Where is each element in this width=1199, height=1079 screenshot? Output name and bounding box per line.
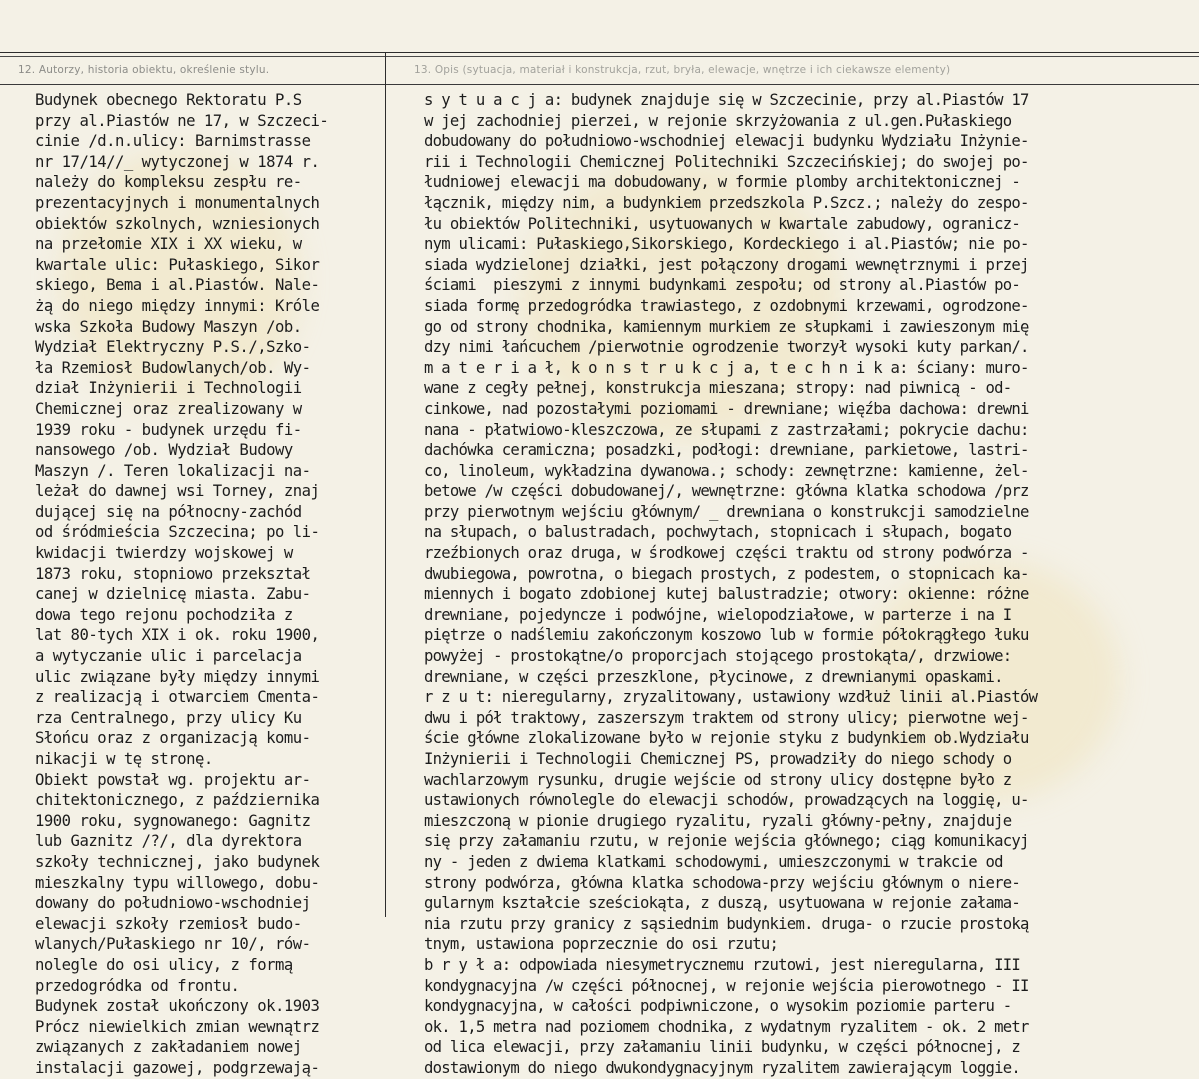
typed-line: obiektów szkolnych, wzniesionych [35, 214, 320, 233]
typed-line: dwubiegowa, powrotna, o biegach prostych, z podestem, o stopnicach ka- [424, 564, 1029, 583]
typed-line: dachówka ceramiczna; posadzki, podłogi: drewniane, parkietowe, lastri- [424, 441, 1029, 460]
typed-line: wlanych/Pułaskiego nr 10/, rów- [35, 935, 311, 954]
typed-line: ny - jeden z dwiema klatkami schodowymi, umieszczonymi w trakcie od [424, 852, 1003, 871]
typed-line: drewniane, w części przeszklone, płycinowe, z drewnianymi opaskami. [424, 667, 1003, 686]
typed-line: lub Gaznitz /?/, dla dyrektora [35, 832, 302, 851]
typed-line: łudniowej elewacji ma dobudowany, w formie plomby architektonicznej - [424, 173, 1021, 192]
typed-line: a wytyczanie ulic i parcelacja [35, 647, 302, 666]
typed-line: m a t e r i a ł, k o n s t r u k c j a, t e c h n i k a: ściany: muro- [424, 358, 1029, 377]
typed-line: wachlarzowym rysunku, drugie wejście od strony ulicy dostępne było z [424, 770, 1012, 789]
typed-line: rzeźbionych oraz druga, w środkowej części traktu od strony podwórza - [424, 544, 1029, 563]
typed-line: siada formę przedogródka trawiastego, z ozdobnymi krzewami, ogrodzone- [424, 296, 1029, 315]
typed-line: kondygnacyjna /w części północnej, w rejonie wejścia pierowotnego - II [424, 976, 1029, 995]
typed-line: Prócz niewielkich zmian wewnątrz [35, 1017, 320, 1036]
typed-line: wane z cegły pełnej, konstrukcja mieszana; stropy: nad piwnicą - od- [424, 379, 1012, 398]
typed-line: skiego, Bema i al.Piastów. Nale- [35, 276, 320, 295]
typed-line: związanych z zakładaniem nowej [35, 1038, 302, 1057]
typed-line: przy pierwotnym wejściu głównym/ _ drewniana o konstrukcji samodzielne [424, 502, 1029, 521]
typed-line: nr 17/14//_ wytyczonej w 1874 r. [35, 152, 320, 171]
typed-line: dostawionym do niego dwukondygnacyjnym ryzalitem zawierającym loggie. [424, 1058, 1021, 1077]
typed-line: drewniane, pojedyncze i podwójne, wielopodziałowe, w parterze i na I [424, 605, 1012, 624]
typed-line: kwidacji twierdzy wojskowej w [35, 544, 293, 563]
typed-line: nikacji w tę stronę. [35, 750, 213, 768]
typed-line: ok. 1,5 metra nad poziomem chodnika, z wydatnym ryzalitem - ok. 2 metr [424, 1017, 1029, 1036]
typed-line: b r y ł a: odpowiada niesymetrycznemu rzutowi, jest nieregularna, III [424, 955, 1021, 974]
typed-line: Maszyn /. Teren lokalizacji na- [35, 461, 311, 480]
typed-line: wska Szkoła Budowy Maszyn /ob. [35, 317, 302, 336]
form-top-rule-inner [0, 56, 1199, 57]
history-text-column [35, 90, 328, 1079]
typed-line: dowa tego rejonu pochodziła z [35, 605, 293, 624]
typed-line: rii i Technologii Chemicznej Politechniki Szczecińskiej; do swojej po- [424, 152, 1029, 171]
typed-line: ła Rzemiosł Budowlanych/ob. Wy- [35, 358, 311, 377]
typed-line: Obiekt powstał wg. projektu ar- [35, 770, 311, 789]
typed-line: r z u t: nieregularny, zryzalitowany, ustawiony wzdłuż linii al.Piastów [424, 688, 1038, 707]
column-divider [385, 52, 386, 917]
typed-line: na przełomie XIX i XX wieku, w [35, 235, 302, 254]
typed-line: gularnym kształcie sześciokąta, z duszą, usytuowana w rejonie załama- [424, 894, 1021, 913]
typed-line: od lica elewacji, przy załamaniu linii budynku, w części północnej, z [424, 1038, 1021, 1057]
typed-line: 1873 roku, stopniowo przekształ [35, 564, 311, 583]
description-text-column [424, 90, 1037, 1079]
typed-line: nia rzutu przy granicy z sąsiednim budynkiem. druga- o rzucie prostoką [424, 914, 1029, 933]
typed-line: instalacji gazowej, podgrzewają- [35, 1058, 320, 1077]
typed-line: powyżej - prostokątne/o proporcjach stojącego prostokąta/, drzwiowe: [424, 647, 1012, 666]
typed-line: dobudowany do południowo-wschodniej elewacji budynku Wydziału Inżynie- [424, 132, 1029, 151]
typed-line: 1939 roku - budynek urzędu fi- [35, 420, 302, 439]
typed-line: dzy nimi łańcuchem /pierwotnie ogrodzenie tworzył wysoki kuty parkan/. [424, 338, 1029, 357]
typed-line: Budynek obecnego Rektoratu P.S [35, 91, 302, 109]
form-top-rule [0, 52, 1199, 53]
typed-line: chitektonicznego, z października [35, 791, 320, 810]
typed-line: miennych i bogato zdobionej kutej balustradzie; otwory: okienne: różne [424, 585, 1029, 604]
typed-line: z realizacją i otwarciem Cmenta- [35, 688, 320, 707]
typed-line: tnym, ustawiona poprzecznie do osi rzutu; [424, 935, 779, 954]
typed-line: kwartale ulic: Pułaskiego, Sikor [35, 255, 320, 274]
typed-line: dowany do południowo-wschodniej [35, 894, 311, 913]
typed-line: na słupach, o balustradach, pochwytach, stopnicach i słupach, bogato [424, 523, 1012, 542]
typed-line: leżał do dawnej wsi Torney, znaj [35, 482, 320, 501]
section-12-header: 12. Autorzy, historia obiektu, określenie stylu. [18, 64, 270, 76]
typed-line: żą do niego między innymi: Króle [35, 296, 320, 315]
typed-line: Wydział Elektryczny P.S./,Szko- [35, 338, 311, 357]
typed-line: mieszkalny typu willowego, dobu- [35, 873, 320, 892]
section-13-header: 13. Opis (sytuacja, materiał i konstrukcja, rzut, bryła, elewacje, wnętrze i ich ciekawsze elementy) [414, 64, 951, 76]
typed-line: nolegle do osi ulicy, z formą [35, 955, 293, 974]
typed-line: prezentacyjnych i monumentalnych [35, 193, 320, 212]
typed-line: canej w dzielnicę miasta. Zabu- [35, 585, 311, 604]
typed-line: szkoły technicznej, jako budynek [35, 852, 320, 871]
typed-line: nansowego /ob. Wydział Budowy [35, 441, 293, 460]
typed-line: dział Inżynierii i Technologii [35, 379, 302, 398]
typed-line: Inżynierii i Technologii Chemicznej PS, prowadziły do niego schody o [424, 750, 1012, 768]
typed-line: Chemicznej oraz zrealizowany w [35, 399, 302, 418]
typed-line: s y t u a c j a: budynek znajduje się w Szczecinie, przy al.Piastów 17 [424, 91, 1029, 109]
typed-line: ściami pieszymi z innymi budynkami zespołu; od strony al.Piastów po- [424, 276, 1021, 295]
typed-line: piętrze o nadślemiu zakończonym koszowo lub w formie półokrągłego łuku [424, 626, 1029, 645]
typed-line: mieszczoną w pionie drugiego ryzalitu, ryzali główny-pełny, znajduje [424, 811, 1012, 830]
typed-line: w jej zachodniej pierzei, w rejonie skrzyżowania z ul.gen.Pułaskiego [424, 111, 1012, 130]
typed-line: co, linoleum, wykładzina dywanowa.; schody: zewnętrzne: kamienne, żel- [424, 461, 1029, 480]
typed-line: należy do kompleksu zespłu re- [35, 173, 302, 192]
typed-line: kondygnacyjna, w całości podpiwniczone, o wysokim poziomie parteru - [424, 997, 1012, 1016]
typed-line: rza Centralnego, przy ulicy Ku [35, 708, 302, 727]
typed-line: przy al.Piastów ne 17, w Szczeci- [35, 111, 329, 130]
typed-line: ustawionych równolegle do elewacji schodów, prowadzących na loggię, u- [424, 791, 1029, 810]
typed-line: dwu i pół traktowy, zaszerszym traktem od strony ulicy; pierwotne wej- [424, 708, 1029, 727]
typed-line: przedogródka od frontu. [35, 976, 240, 995]
typed-line: Budynek został ukończony ok.1903 [35, 997, 320, 1016]
typed-line: betowe /w części dobudowanej/, wewnętrzne: główna klatka schodowa /prz [424, 482, 1029, 501]
typed-line: łącznik, między nim, a budynkiem przedszkola P.Szcz.; należy do zespo- [424, 193, 1029, 212]
typed-line: łu obiektów Politechniki, usytuowanych w kwartale zabudowy, ogranicz- [424, 214, 1021, 233]
typed-line: 1900 roku, sygnowanego: Gagnitz [35, 811, 311, 830]
typed-line: się przy załamaniu rzutu, w rejonie wejścia głównego; ciąg komunikacyj [424, 832, 1029, 851]
typed-line: od śródmieścia Szczecina; po li- [35, 523, 320, 542]
typed-line: lat 80-tych XIX i ok. roku 1900, [35, 626, 320, 645]
typed-line: cinie /d.n.ulicy: Barnimstrasse [35, 132, 311, 151]
typed-line: cinkowe, nad pozostałymi poziomami - drewniane; więźba dachowa: drewni [424, 399, 1029, 418]
typed-line: dującej się na północny-zachód [35, 502, 302, 521]
typed-line: siada wydzielonej działki, jest połączony drogami wewnętrznymi i przej [424, 255, 1029, 274]
typed-line: elewacji szkoły rzemiosł budo- [35, 914, 302, 933]
typed-line: go od strony chodnika, kamiennym murkiem ze słupkami i zawieszonym mię [424, 317, 1029, 336]
typed-line: nym ulicami: Pułaskiego,Sikorskiego, Kordeckiego i al.Piastów; nie po- [424, 235, 1029, 254]
typed-line: ulic związane były między innymi [35, 667, 320, 686]
typed-line: Słońcu oraz z organizacją komu- [35, 729, 311, 748]
typed-line: nana - płatwiowo-kleszczowa, ze słupami z zastrzałami; pokrycie dachu: [424, 420, 1029, 439]
form-header-rule [0, 84, 1199, 85]
typed-line: strony podwórza, główna klatka schodowa-przy wejściu głównym o niere- [424, 873, 1021, 892]
typed-line: ście główne zlokalizowane było w rejonie styku z budynkiem ob.Wydziału [424, 729, 1029, 748]
